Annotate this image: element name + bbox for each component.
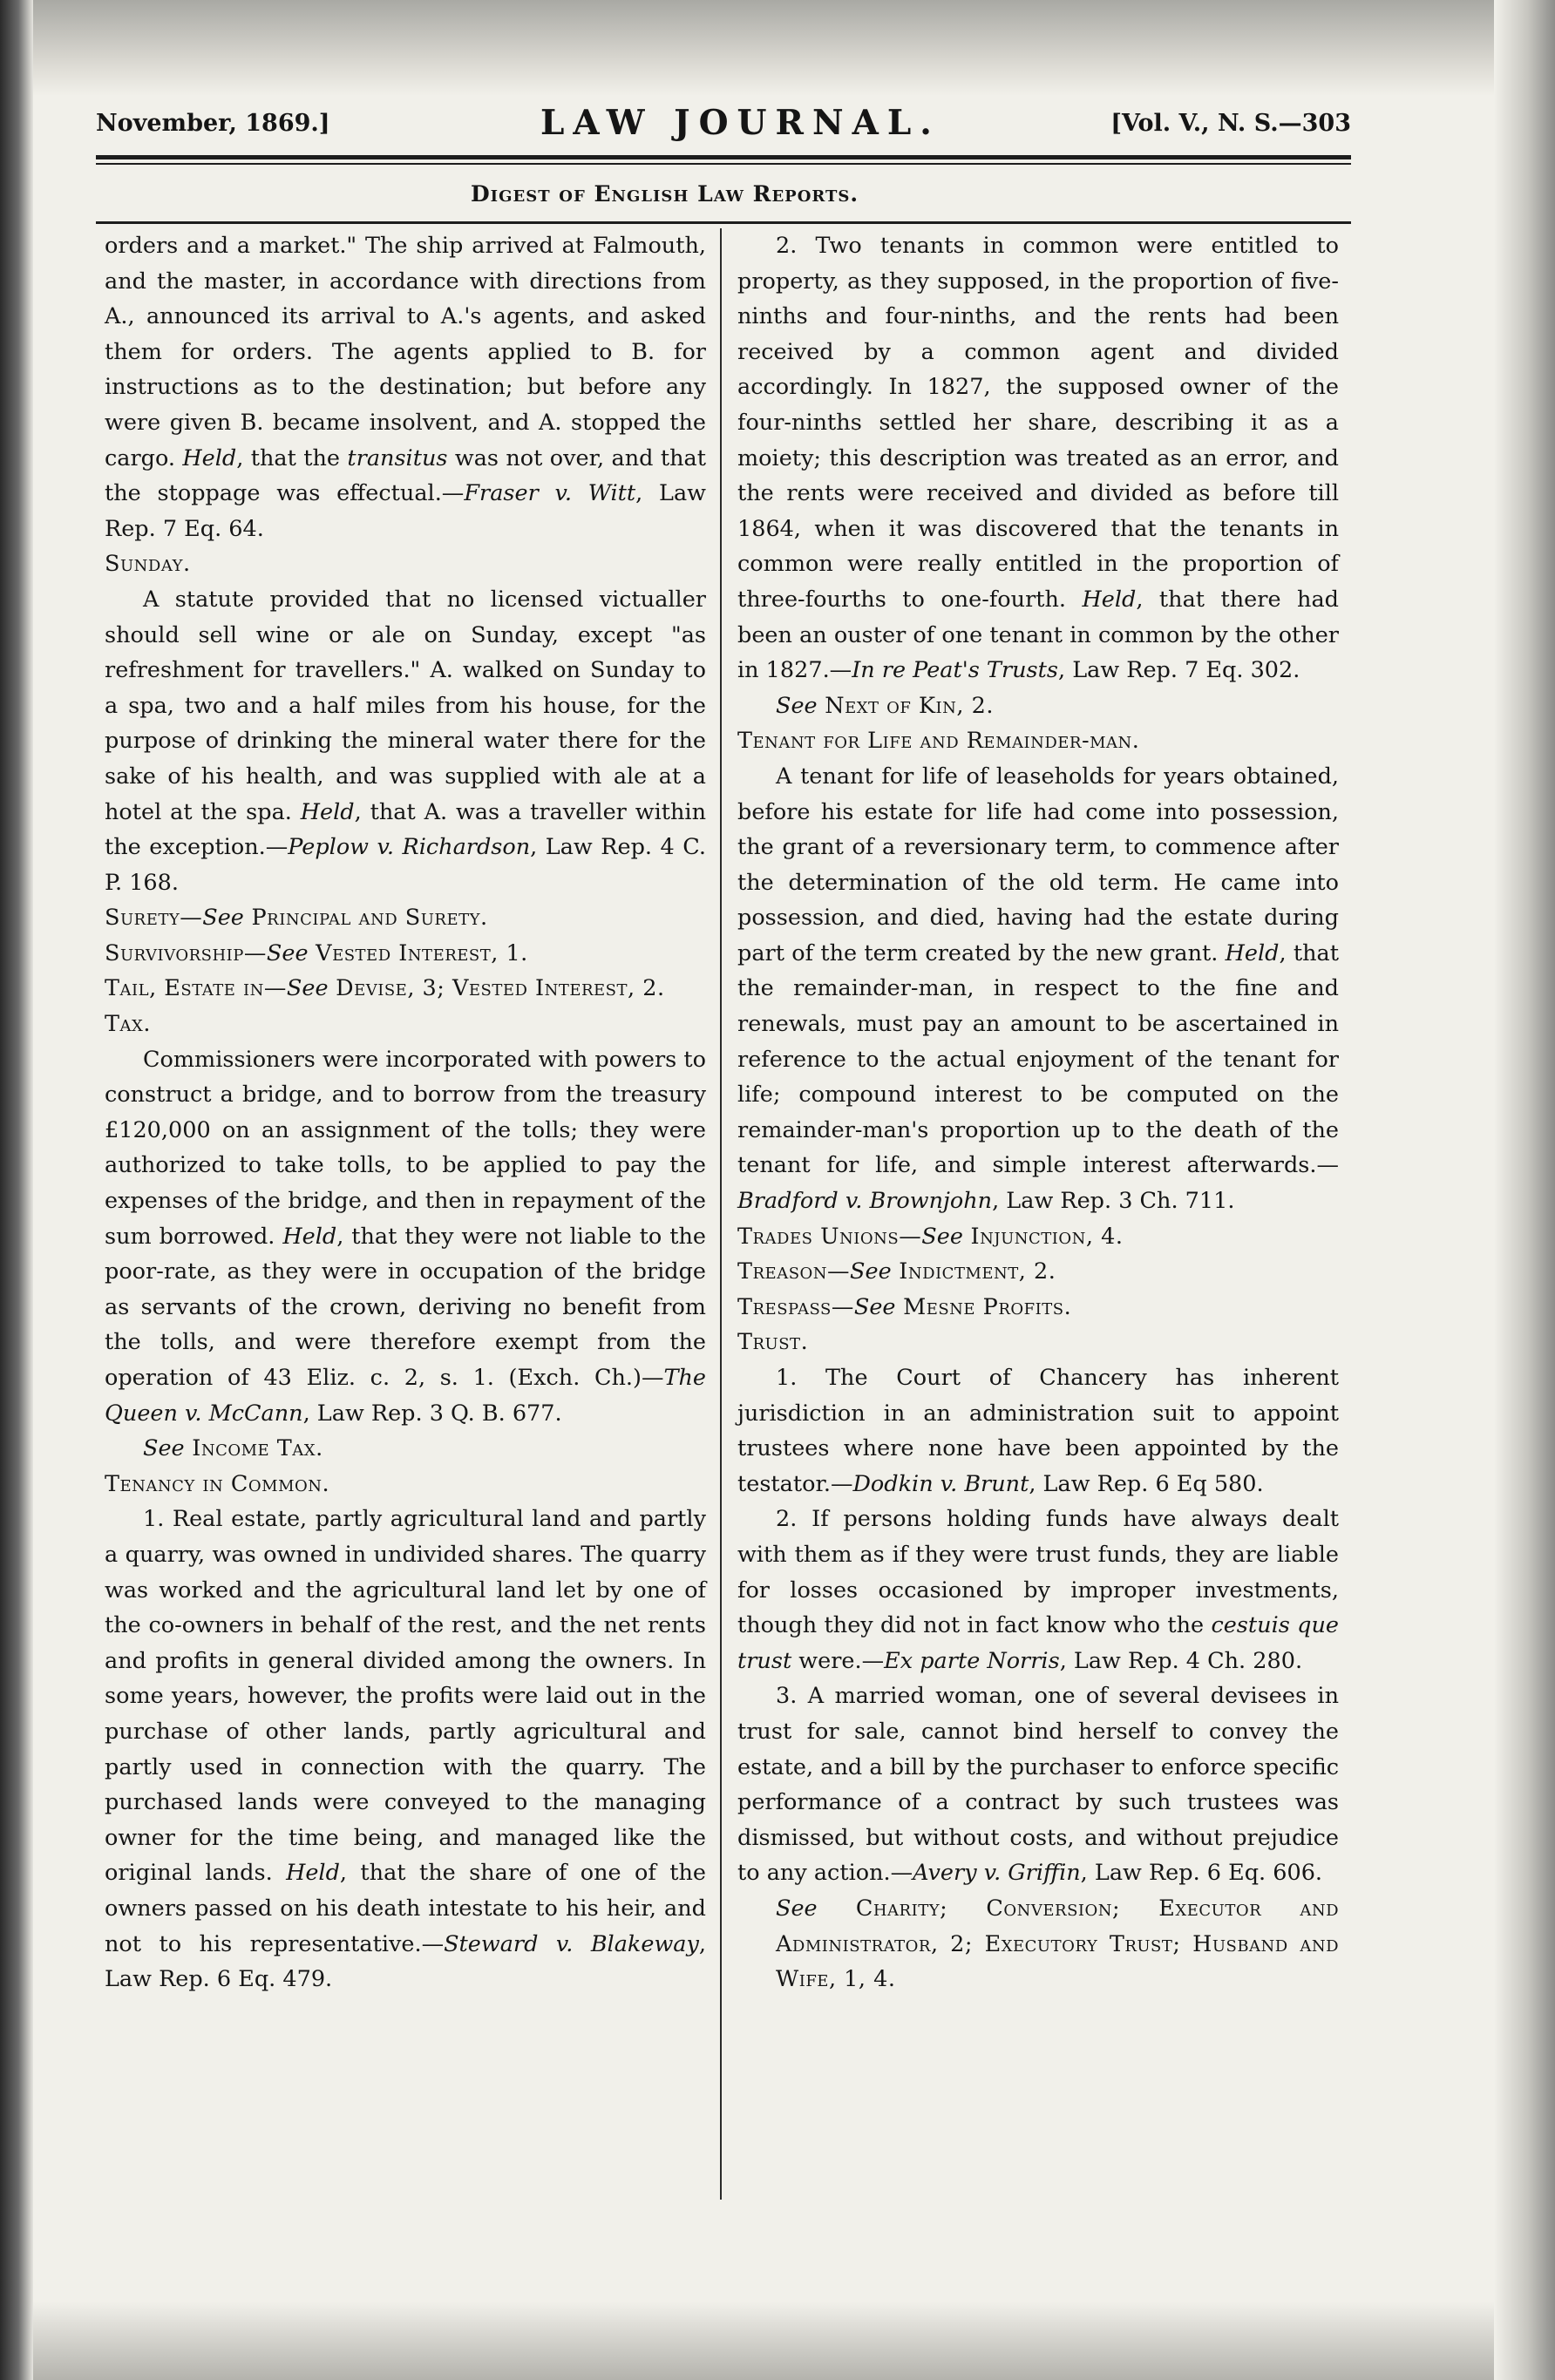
see-reference: See Next of Kin, 2. bbox=[776, 692, 994, 719]
heading-trust: Trust. bbox=[737, 1329, 809, 1356]
cross-reference: Survivorship—See Vested Interest, 1. bbox=[105, 939, 528, 966]
header-rule-thin bbox=[96, 163, 1351, 165]
entry-paragraph: 1. Real estate, partly agricultural land and partly a quarry, was owned in undivided shares. The quarry was worked and the agricultural land let by one of the co-owners in behalf of the rest, and the net rents and profits in general divided among the owners. In some years, however, the profits were laid out in the purchase of other lands, partly agricultural and partly used in connection with the quarry. The purchased lands were conveyed to the managing owner for the time being, and managed like the original lands. Held, that the share of one of the owners passed on his death intestate to his heir, and not to his representative.—Steward v. Blakeway, Law Rep. 6 Eq. 479. bbox=[105, 1506, 706, 1993]
page-edge-top bbox=[0, 0, 1555, 96]
page-edge-left bbox=[0, 0, 33, 2380]
entry-paragraph: A statute provided that no licensed victualler should sell wine or ale on Sunday, except "as refreshment for travellers." A. walked on Sunday to a spa, two and a half miles from his house, for the purpose of drinking the mineral water there for the sake of his health, and was supplied with ale at a hotel at the spa. Held, that A. was a traveller within the exception.—Peplow v. Richardson, Law Rep. 4 C. P. 168. bbox=[105, 586, 706, 896]
issue-date: November, 1869.] bbox=[96, 110, 330, 137]
cross-reference: Trades Unions—See Injunction, 4. bbox=[737, 1223, 1124, 1250]
section-rule bbox=[96, 221, 1351, 224]
journal-title: LAW JOURNAL. bbox=[540, 103, 940, 143]
running-head bbox=[96, 103, 1351, 146]
entry-paragraph: Commissioners were incorporated with powers to construct a bridge, and to borrow from the treasury £120,000 on an assignment of the tolls; they were authorized to take tolls, to be applied to pay the expenses of the bridge, and then in repayment of the sum borrowed. Held, that they were not liable to the poor-rate, as they were in occupation of the bridge as servants of the crown, deriving no benefit from the tolls, and were therefore exempt from the operation of 43 Eliz. c. 2, s. 1. (Exch. Ch.)—The Queen v. McCann, Law Rep. 3 Q. B. 677. bbox=[105, 1046, 706, 1427]
see-reference: See Charity; Conversion; Executor and Administrator, 2; Executory Trust; Husband and Wife, 1, 4. bbox=[776, 1895, 1339, 1993]
heading-tenant-for-life: Tenant for Life and Remainder-man. bbox=[737, 728, 1140, 755]
entry-paragraph: A tenant for life of leaseholds for years obtained, before his estate for life had come into possession, the grant of a reversionary term, to commence after the determination of the old term. He came into possession, and died, having had the estate during part of the term created by the new grant. Held, that the remainder-man, in respect to the fine and renewals, must pay an amount to be ascertained in reference to the actual enjoyment of the tenant for life; compound interest to be computed on the remainder-man's proportion up to the death of the tenant for life, and simple interest afterwards.—Bradford v. Brownjohn, Law Rep. 3 Ch. 711. bbox=[737, 763, 1339, 1215]
volume-page: [Vol. V., N. S.—303 bbox=[1110, 110, 1351, 137]
header-rule bbox=[96, 155, 1351, 159]
see-reference: See Income Tax. bbox=[143, 1435, 323, 1462]
cross-reference: Trespass—See Mesne Profits. bbox=[737, 1293, 1072, 1320]
page-edge-bottom bbox=[0, 2302, 1555, 2380]
entry-paragraph: 3. A married woman, one of several devisees in trust for sale, cannot bind herself to convey the estate, and a bill by the purchaser to enforce specific performance of a contract by such trustees was dismissed, but without costs, and without prejudice to any action.—Avery v. Griffin, Law Rep. 6 Eq. 606. bbox=[737, 1683, 1339, 1887]
entry-paragraph: orders and a market." The ship arrived at Falmouth, and the master, in accordance with directions from A., announced its arrival to A.'s agents, and asked them for orders. The agents applied to B. for instructions as to the destination; but before any were given B. became insolvent, and A. stopped the cargo. Held, that the transitus was not over, and that the stoppage was effectual.—Fraser v. Witt, Law Rep. 7 Eq. 64. bbox=[105, 233, 706, 542]
page-edge-right bbox=[1494, 0, 1555, 2380]
heading-tenancy-in-common: Tenancy in Common. bbox=[105, 1470, 330, 1497]
cross-reference: Surety—See Principal and Surety. bbox=[105, 905, 488, 932]
heading-sunday: Sunday. bbox=[105, 551, 191, 578]
entry-paragraph: 2. If persons holding funds have always dealt with them as if they were trust funds, they are liable for losses occasioned by improper investments, though they did not in fact know who the cestuis que trust were.—Ex parte Norris, Law Rep. 4 Ch. 280. bbox=[737, 1506, 1339, 1674]
heading-tax: Tax. bbox=[105, 1011, 151, 1038]
left-column bbox=[105, 228, 706, 1997]
entry-paragraph: 1. The Court of Chancery has inherent jurisdiction in an administration suit to appoint trustees where none have been appointed by the testator.—Dodkin v. Brunt, Law Rep. 6 Eq 580. bbox=[737, 1365, 1339, 1497]
column-divider bbox=[720, 228, 722, 2200]
section-heading: Digest of English Law Reports. bbox=[471, 181, 859, 207]
cross-reference: Tail, Estate in—See Devise, 3; Vested Interest, 2. bbox=[105, 975, 665, 1002]
right-column bbox=[737, 228, 1339, 1997]
cross-reference: Treason—See Indictment, 2. bbox=[737, 1258, 1056, 1285]
entry-paragraph: 2. Two tenants in common were entitled to property, as they supposed, in the proportion of five-ninths and four-ninths, and the rents had been received by a common agent and divided accordingly. In 1827, the supposed owner of the four-ninths settled her share, describing it as a moiety; this description was treated as an error, and the rents were received and divided as before till 1864, when it was discovered that the tenants in common were really entitled in the proportion of three-fourths to one-fourth. Held, that there had been an ouster of one tenant in common by the other in 1827.—In re Peat's Trusts, Law Rep. 7 Eq. 302. bbox=[737, 233, 1339, 684]
